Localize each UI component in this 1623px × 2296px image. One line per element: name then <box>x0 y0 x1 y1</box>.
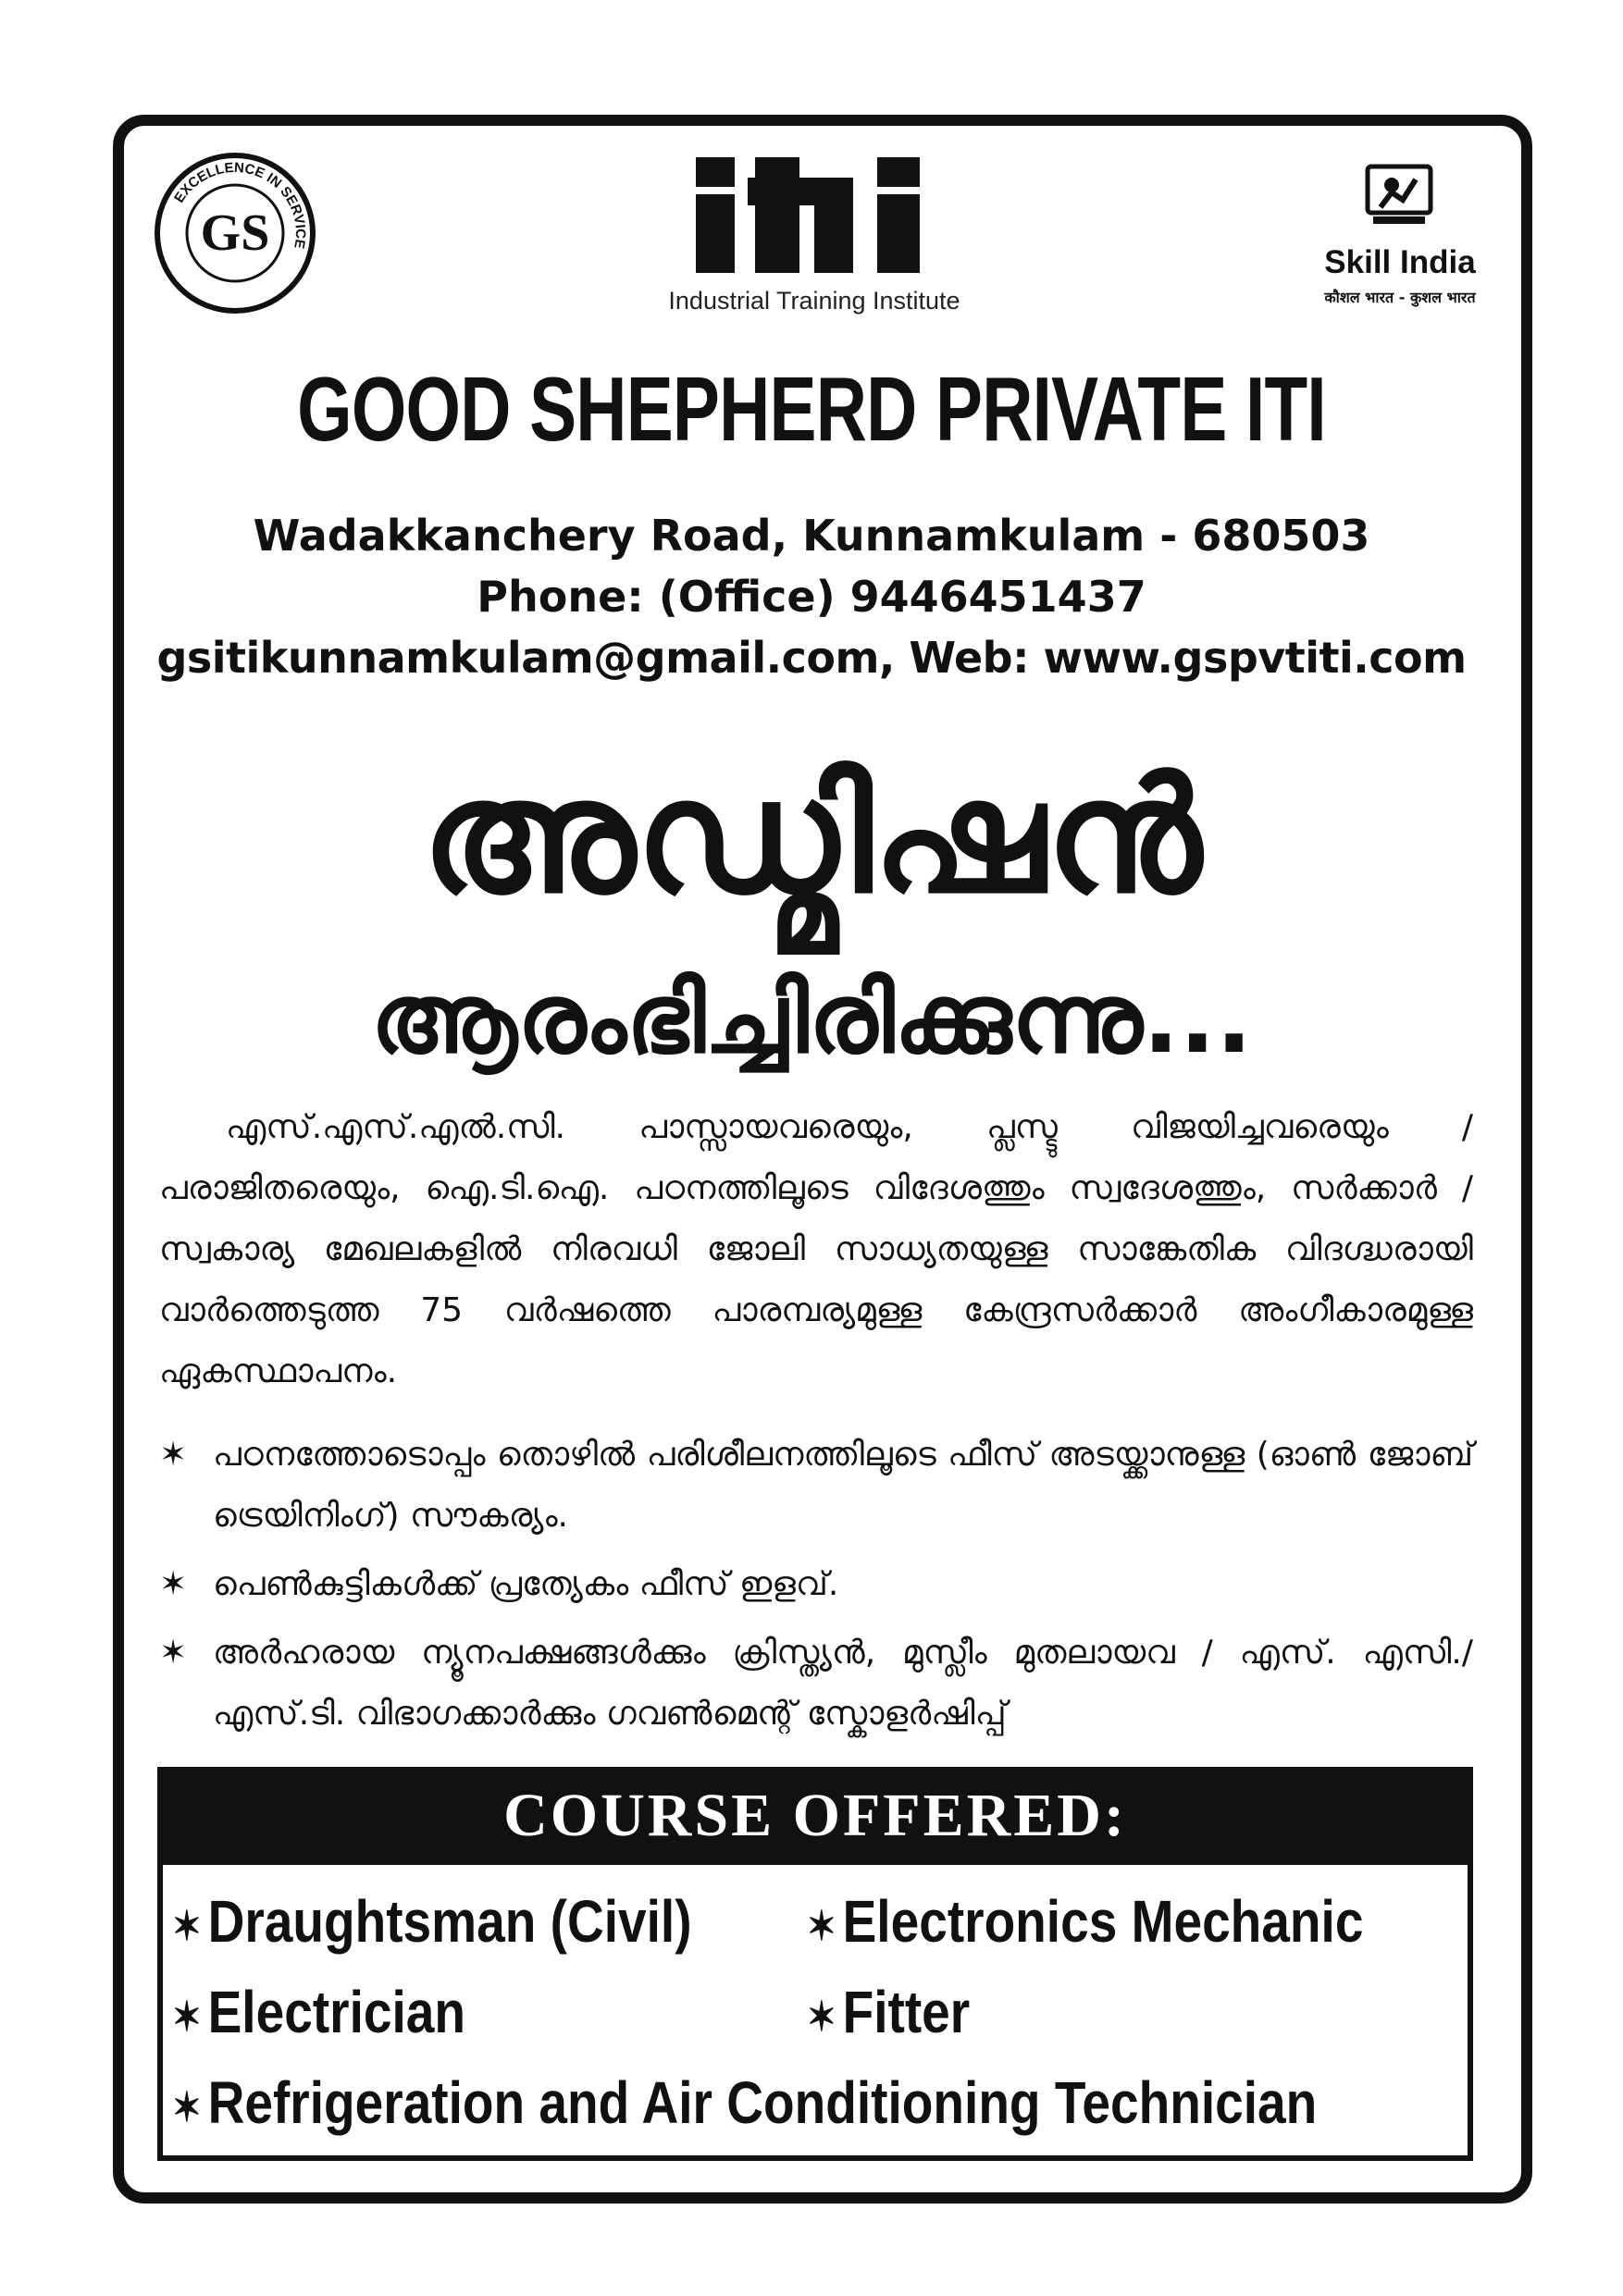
skill-india-title: Skill India <box>1324 244 1476 280</box>
headline-started: ആരംഭിച്ചിരിക്കുന്നു... <box>370 962 1253 1075</box>
star-bullet-icon: ✶ <box>807 1994 836 2040</box>
svg-text:GS: GS <box>200 204 270 262</box>
list-item-text: പഠനത്തോടൊപ്പം തൊഴിൽ പരിശീലനത്തിലൂടെ ഫീസ് അടയ്ക്കാനുള്ള (ഓൺ ജോബ് ട്രെയിനിംഗ്) സൗകര്യം. <box>213 1436 1473 1535</box>
course-item <box>172 1978 465 2046</box>
list-item <box>159 1623 1473 1745</box>
skill-india-subtitle: कौशल भारत - कुशल भारत <box>1324 289 1476 306</box>
iti-caption: Industrial Training Institute <box>668 287 960 315</box>
star-bullet-icon: ✶ <box>172 1903 202 1949</box>
courses-heading-banner <box>157 1767 1473 1865</box>
headline-admission: അഡ്മിഷൻ <box>421 746 1202 929</box>
svg-text:EXCELLENCE IN SERVICE: EXCELLENCE IN SERVICE <box>171 159 309 251</box>
institute-address: Wadakkanchery Road, Kunnamkulam - 680503 <box>253 511 1370 561</box>
institute-email-web: gsitikunnamkulam@gmail.com, Web: www.gspvtiti.com <box>156 633 1467 683</box>
course-label: Electronics Mechanic <box>842 1888 1364 1955</box>
star-bullet-icon: ✶ <box>172 1994 202 2040</box>
course-item <box>172 1887 692 1956</box>
gs-seal-logo <box>152 150 318 316</box>
skill-india-logo <box>1294 163 1506 320</box>
list-item-text: പെൺകുട്ടികൾക്ക് പ്രത്യേകം ഫീസ് ഇളവ്. <box>213 1565 839 1603</box>
institute-name: GOOD SHEPHERD PRIVATE ITI <box>297 358 1326 460</box>
star-bullet-icon: ✶ <box>807 1903 836 1949</box>
skill-india-emblem-icon <box>1364 163 1434 233</box>
list-item <box>159 1425 1473 1547</box>
star-bullet-icon: ✶ <box>159 1565 188 1603</box>
feature-list <box>159 1425 1473 1752</box>
iti-wordmark-icon <box>675 157 953 273</box>
iti-logo <box>648 157 981 328</box>
course-label: Electrician <box>207 1979 465 2045</box>
courses-heading: COURSE OFFERED: <box>503 1782 1127 1849</box>
intro-paragraph: എസ്.എസ്.എൽ.സി. പാസ്സായവരെയും, പ്ലസ്ടു വിജയിച്ചവരെയും / പരാജിതരെയും, ഐ.ടി.ഐ. പഠനത്തിലൂടെ വിദേശത്തും സ്വദേശത്തും, സർക്കാർ / സ്വകാര്യ മേഖലകളിൽ നിരവധി ജോലി സാധ്യതയുള്ള സാങ്കേതിക വിദഗ്ദ്ധരായി വാർത്തെടുത്ത 75 വർഷത്തെ പാരമ്പര്യമുള്ള കേന്ദ്രസർക്കാർ അംഗീകാരമുള്ള ഏകസ്ഥാപനം. <box>159 1108 1473 1390</box>
course-item <box>172 2068 1317 2137</box>
list-item-text: അർഹരായ ന്യൂനപക്ഷങ്ങൾക്കും ക്രിസ്ത്യൻ, മുസ്ലീം മുതലായവ / എസ്. എസി./എസ്.ടി. വിഭാഗക്കാർക്കും ഗവൺമെന്റ് സ്കോളർഷിപ്പ് <box>213 1634 1473 1733</box>
course-label: Refrigeration and Air Conditioning Technician <box>207 2069 1318 2136</box>
institute-phone: Phone: (Office) 9446451437 <box>477 572 1146 622</box>
list-item <box>159 1554 1473 1615</box>
star-bullet-icon: ✶ <box>159 1634 188 1672</box>
star-bullet-icon: ✶ <box>159 1436 188 1474</box>
course-label: Draughtsman (Civil) <box>207 1888 692 1955</box>
course-item <box>807 1887 1363 1956</box>
star-bullet-icon: ✶ <box>172 2084 202 2130</box>
course-item <box>807 1978 970 2046</box>
course-label: Fitter <box>842 1979 971 2045</box>
